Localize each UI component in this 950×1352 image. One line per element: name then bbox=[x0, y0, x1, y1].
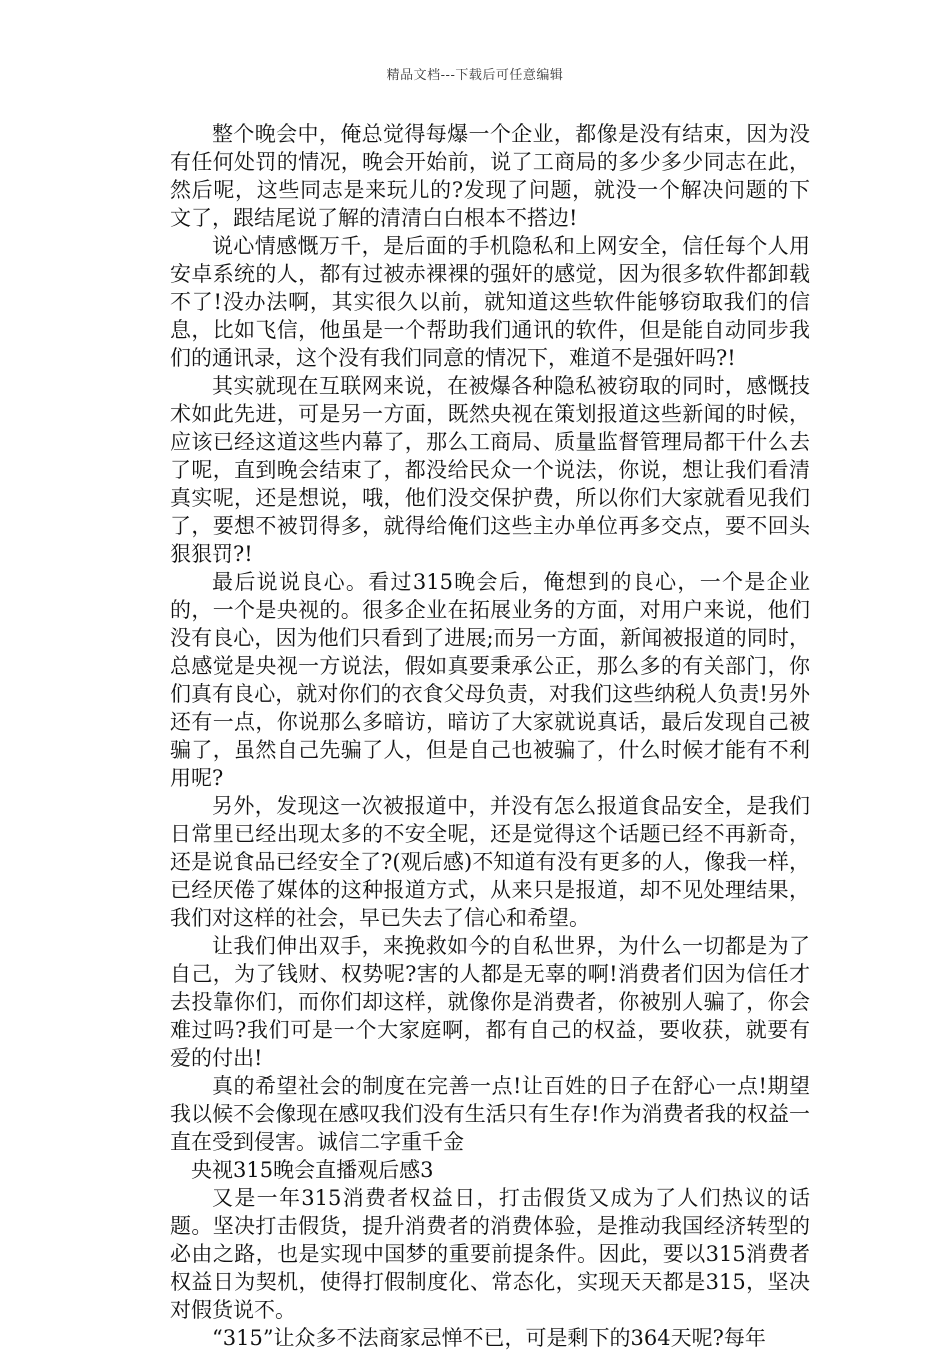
paragraph: 真的希望社会的制度在完善一点!让百姓的日子在舒心一点!期望我以候不会像现在感叹我们没有生活只有生存!作为消费者我的权益一直在受到侵害。诚信二字重千金 bbox=[170, 1074, 810, 1154]
paragraph: “315”让众多不法商家忌惮不已，可是剩下的364天呢?每年 bbox=[212, 1326, 766, 1350]
page-header: 精品文档---下载后可任意编辑 bbox=[386, 68, 564, 83]
document-body bbox=[170, 120, 810, 1352]
paragraph: 另外，发现这一次被报道中，并没有怎么报道食品安全，是我们日常里已经出现太多的不安全呢，还是觉得这个话题已经不再新奇，还是说食品已经安全了?(观后感)不知道有没有更多的人，像我一样，已经厌倦了媒体的这种报道方式，从来只是报道，却不见处理结果，我们对这样的社会，早已失去了信心和希望。 bbox=[170, 794, 810, 930]
paragraph: 整个晚会中，俺总觉得每爆一个企业，都像是没有结束，因为没有任何处罚的情况，晚会开始前，说了工商局的多少多少同志在此，然后呢，这些同志是来玩儿的?发现了问题，就没一个解决问题的下文了，跟结尾说了解的清清白白根本不搭边! bbox=[170, 122, 810, 230]
paragraph: 又是一年315消费者权益日，打击假货又成为了人们热议的话题。坚决打击假货，提升消费者的消费体验，是推动我国经济转型的必由之路，也是实现中国梦的重要前提条件。因此，要以315消费者权益日为契机，使得打假制度化、常态化，实现天天都是315，坚决对假货说不。 bbox=[170, 1186, 810, 1322]
paragraph: 说心情感慨万千，是后面的手机隐私和上网安全，信任每个人用安卓系统的人，都有过被赤裸裸的强奸的感觉，因为很多软件都卸载不了!没办法啊，其实很久以前，就知道这些软件能够窃取我们的信息，比如飞信，他虽是一个帮助我们通讯的软件，但是能自动同步我们的通讯录，这个没有我们同意的情况下，难道不是强奸吗?! bbox=[170, 234, 810, 370]
paragraph: 让我们伸出双手，来挽救如今的自私世界，为什么一切都是为了自己，为了钱财、权势呢?害的人都是无辜的啊!消费者们因为信任才去投靠你们，而你们却这样，就像你是消费者，你被别人骗了，你会难过吗?我们可是一个大家庭啊，都有自己的权益，要收获，就要有爱的付出! bbox=[170, 934, 810, 1070]
section-title: 央视315晚会直播观后感3 bbox=[191, 1158, 434, 1182]
paragraph: 其实就现在互联网来说，在被爆各种隐私被窃取的同时，感慨技术如此先进，可是另一方面，既然央视在策划报道这些新闻的时候，应该已经这道这些内幕了，那么工商局、质量监督管理局都干什么去了呢，直到晚会结束了，都没给民众一个说法，你说，想让我们看清真实呢，还是想说，哦，他们没交保护费，所以你们大家就看见我们了，要想不被罚得多，就得给俺们这些主办单位再多交点，要不回头狠狠罚?! bbox=[170, 374, 810, 566]
paragraph: 最后说说良心。看过315晚会后，俺想到的良心，一个是企业的，一个是央视的。很多企业在拓展业务的方面，对用户来说，他们没有良心，因为他们只看到了进展;而另一方面，新闻被报道的同时，总感觉是央视一方说法，假如真要秉承公正，那么多的有关部门，你们真有良心，就对你们的衣食父母负责，对我们这些纳税人负责!另外还有一点，你说那么多暗访，暗访了大家就说真话，最后发现自己被骗了，虽然自己先骗了人，但是自己也被骗了，什么时候才能有不利用呢? bbox=[170, 570, 810, 790]
